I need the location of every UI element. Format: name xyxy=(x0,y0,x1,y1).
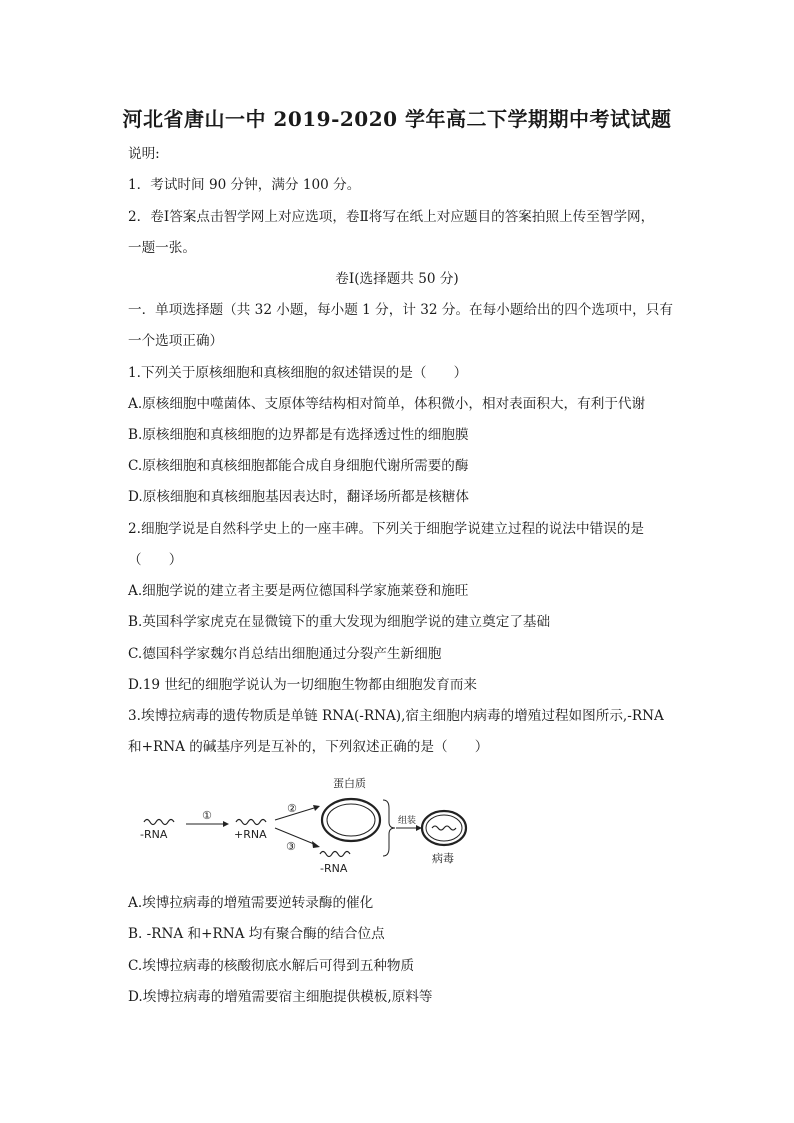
plus-rna-label: +RNA xyxy=(234,828,267,841)
protein-label: 蛋白质 xyxy=(333,777,366,790)
q1-option-d: D.原核细胞和真核细胞基因表达时，翻译场所都是核糖体 xyxy=(128,489,469,505)
q1-option-b: B.原核细胞和真核细胞的边界都是有选择透过性的细胞膜 xyxy=(128,427,469,443)
plus-rna-wave xyxy=(236,820,266,825)
note-2-line-1: 2．卷Ⅰ答案点击智学网上对应选项，卷Ⅱ将写在纸上对应题目的答案拍照上传至智学网， xyxy=(128,209,655,225)
q1-option-a: A.原核细胞中噬菌体、支原体等结构相对简单，体积微小，相对表面积大，有利于代谢 xyxy=(128,396,646,412)
q2-stem-line-2: （ ） xyxy=(128,552,183,568)
section-title: 卷Ⅰ(选择题共 50 分) xyxy=(335,271,459,287)
q2-option-d: D.19 世纪的细胞学说认为一切细胞生物都由细胞发育而来 xyxy=(128,677,478,693)
q2-option-c: C.德国科学家魏尔肖总结出细胞通过分裂产生新细胞 xyxy=(128,646,442,662)
section-instructions-line-2: 一个选项正确） xyxy=(128,333,224,349)
q1-option-c: C.原核细胞和真核细胞都能合成自身细胞代谢所需要的酶 xyxy=(128,458,469,474)
minus-rna-wave-lower xyxy=(320,852,350,857)
page-title: 河北省唐山一中 2019-2020 学年高二下学期期中考试试题 xyxy=(122,107,672,131)
assembly-brace xyxy=(383,800,395,856)
arrow-3-head xyxy=(312,841,320,848)
q3-option-a: A.埃博拉病毒的增殖需要逆转录酶的催化 xyxy=(128,895,374,911)
step-2-label: ② xyxy=(287,802,297,815)
section-instructions-line-1: 一．单项选择题（共 32 小题，每小题 1 分，计 32 分。在每小题给出的四个选项中，只有 xyxy=(128,302,673,318)
protein-shell-inner xyxy=(327,804,375,836)
q2-option-a: A.细胞学说的建立者主要是两位德国科学家施莱登和施旺 xyxy=(128,583,469,599)
q3-option-b: B. -RNA 和+RNA 均有聚合酶的结合位点 xyxy=(128,926,385,942)
q3-option-c: C.埃博拉病毒的核酸彻底水解后可得到五种物质 xyxy=(128,958,415,974)
notes-heading: 说明: xyxy=(128,146,160,162)
virus-rna-wave xyxy=(432,826,456,830)
q3-option-d: D.埃博拉病毒的增殖需要宿主细胞提供模板,原料等 xyxy=(128,989,433,1005)
note-1: 1．考试时间 90 分钟，满分 100 分。 xyxy=(128,177,361,193)
note-2-line-2: 一题一张。 xyxy=(128,240,196,256)
assemble-label: 组装 xyxy=(398,816,417,826)
q2-option-b: B.英国科学家虎克在显微镜下的重大发现为细胞学说的建立奠定了基础 xyxy=(128,614,551,630)
arrow-2-head xyxy=(313,805,320,811)
q3-stem-line-1: 3.埃博拉病毒的遗传物质是单链 RNA(-RNA),宿主细胞内病毒的增殖过程如图所示,-RNA xyxy=(128,708,664,724)
protein-shell-outer xyxy=(322,799,380,841)
arrow-1-head xyxy=(223,821,229,827)
virus-label: 病毒 xyxy=(432,852,454,865)
q2-stem-line-1: 2.细胞学说是自然科学史上的一座丰碑。下列关于细胞学说建立过程的说法中错误的是 xyxy=(128,521,644,537)
q3-stem-line-2: 和+RNA 的碱基序列是互补的，下列叙述正确的是（ ） xyxy=(128,739,489,755)
virus-replication-diagram xyxy=(130,770,490,880)
step-3-label: ③ xyxy=(286,840,296,853)
minus-rna-label-lower: -RNA xyxy=(320,862,348,875)
minus-rna-wave-left xyxy=(144,820,174,825)
minus-rna-label-left: -RNA xyxy=(140,828,168,841)
step-1-label: ① xyxy=(202,809,212,822)
q1-stem: 1.下列关于原核细胞和真核细胞的叙述错误的是（ ） xyxy=(128,365,468,381)
